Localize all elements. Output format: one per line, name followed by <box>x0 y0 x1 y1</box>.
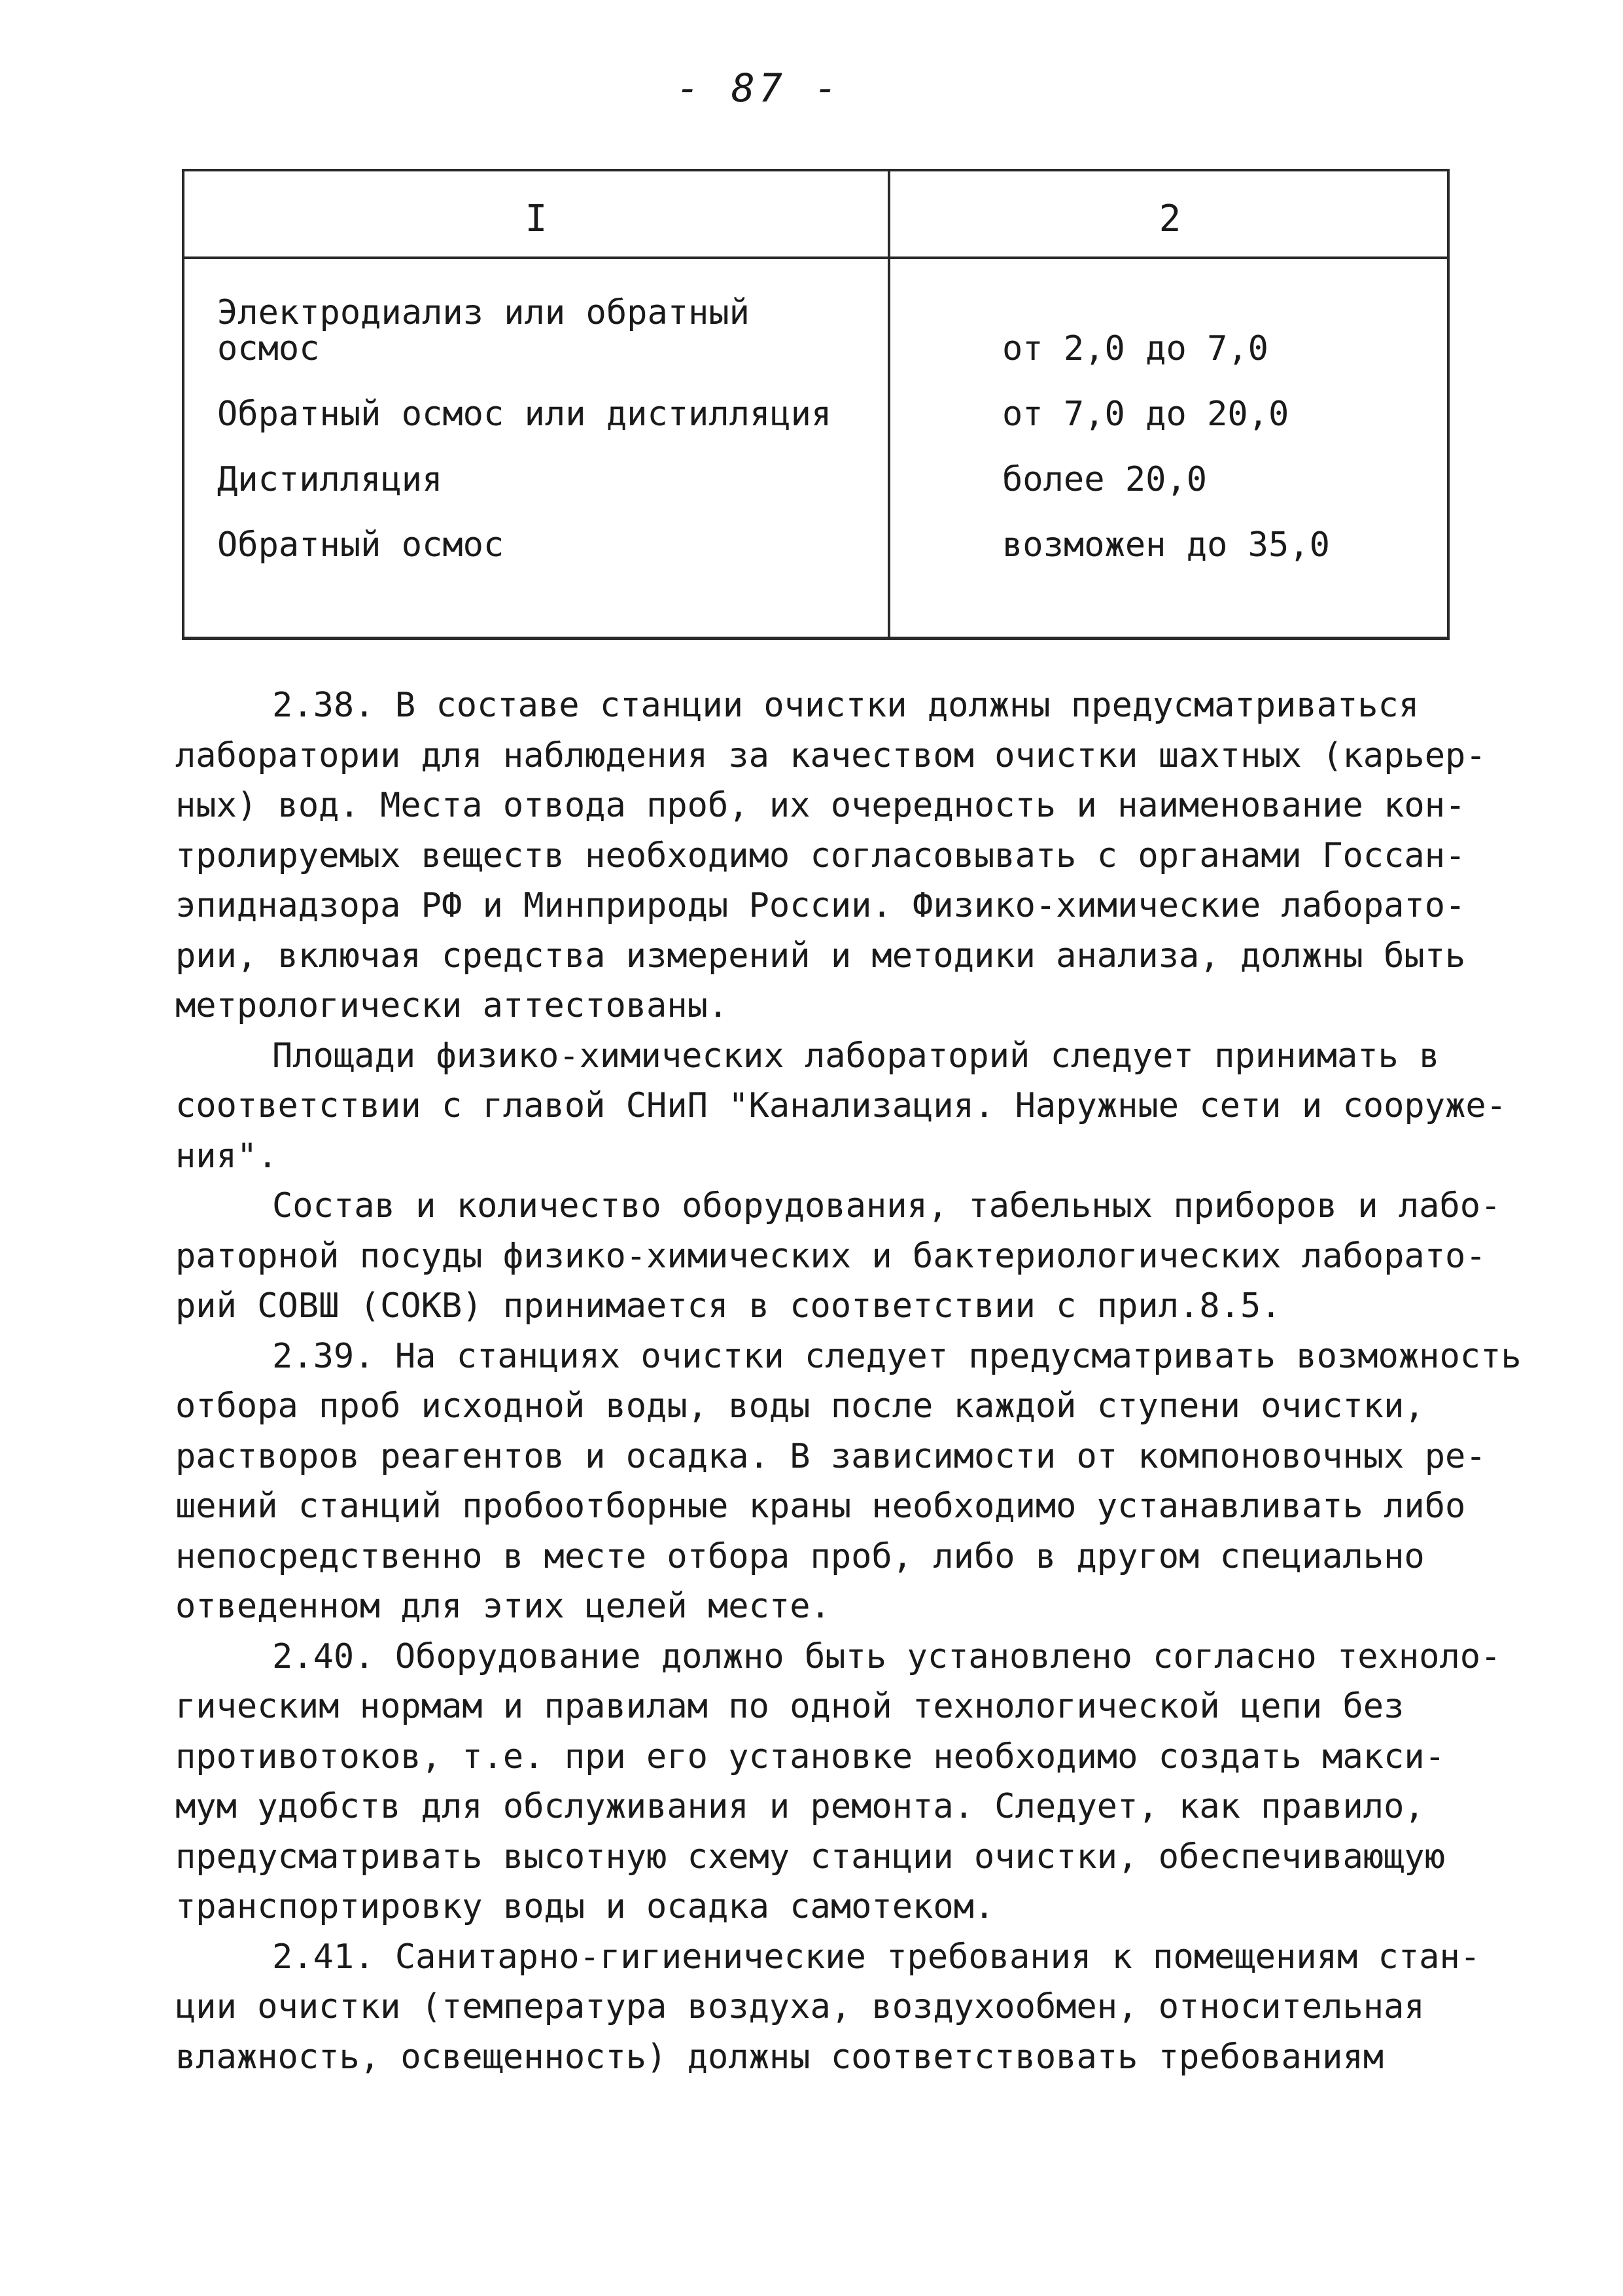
paragraph-line: растворов реагентов и осадка. В зависимости от компоновочных ре- <box>175 1436 1486 1476</box>
paragraph-line: отбора проб исходной воды, воды после каждой ступени очистки, <box>175 1386 1425 1426</box>
methods-table <box>182 169 1450 640</box>
table-header-col-1: I <box>525 198 548 240</box>
paragraph-line: тролируемых веществ необходимо согласовывать с органами Госсан- <box>175 836 1466 875</box>
paragraph-line: ных) вод. Места отвода проб, их очередность и наименование кон- <box>175 786 1466 825</box>
paragraph-line: шений станций пробоотборные краны необходимо устанавливать либо <box>175 1487 1466 1526</box>
paragraph-line: транспортировку воды и осадка самотеком. <box>175 1887 995 1926</box>
paragraph-line: рии, включая средства измерений и методики анализа, должны быть <box>175 936 1466 976</box>
table-cell-method: осмос <box>217 329 320 368</box>
paragraph-line: предусматривать высотную схему станции очистки, обеспечивающую <box>175 1837 1446 1877</box>
table-header-col-2: 2 <box>1159 198 1181 240</box>
table-cell-method: Электродиализ или обратный <box>217 293 750 332</box>
table-header-divider <box>184 256 1447 259</box>
paragraph-line: метрологически аттестованы. <box>175 986 729 1025</box>
paragraph-line: соответствии с главой СНиП "Канализация. Наружные сети и сооруже- <box>175 1086 1507 1125</box>
paragraph-line: влажность, освещенность) должны соответствовать требованиям <box>175 2037 1384 2077</box>
table-cell-method: Дистилляция <box>217 460 443 499</box>
paragraph-line: Площади физико-химических лабораторий следует принимать в <box>272 1036 1440 1076</box>
paragraph-line: непосредственно в месте отбора проб, либо в другом специально <box>175 1536 1425 1576</box>
paragraph-line: рий СОВШ (СОКВ) принимается в соответствии с прил.8.5. <box>175 1286 1282 1326</box>
page-number: - 87 - <box>676 65 842 111</box>
table-cell-value: от 7,0 до 20,0 <box>1002 395 1289 434</box>
paragraph-line: 2.41. Санитарно-гигиенические требования к помещениям стан- <box>272 1937 1481 1977</box>
table-cell-method: Обратный осмос или дистилляция <box>217 395 832 434</box>
paragraph-line: противотоков, т.е. при его установке необходимо создать макси- <box>175 1737 1446 1776</box>
paragraph-line: ния". <box>175 1136 278 1176</box>
paragraph-line: лаборатории для наблюдения за качеством очистки шахтных (карьер- <box>175 735 1486 775</box>
table-column-divider <box>888 171 890 637</box>
paragraph-line: 2.40. Оборудование должно быть установлено согласно техноло- <box>272 1636 1501 1676</box>
table-cell-value: возможен до 35,0 <box>1002 525 1330 565</box>
paragraph-line: ции очистки (температура воздуха, воздухообмен, относительная <box>175 1987 1425 2026</box>
paragraph-line: 2.38. В составе станции очистки должны предусматриваться <box>272 686 1420 725</box>
paragraph-line: отведенном для этих целей месте. <box>175 1587 831 1626</box>
table-cell-value: более 20,0 <box>1002 460 1208 499</box>
paragraph-line: раторной посуды физико-химических и бактериологических лаборато- <box>175 1236 1486 1276</box>
table-cell-value: от 2,0 до 7,0 <box>1002 329 1268 368</box>
paragraph-line: мум удобств для обслуживания и ремонта. Следует, как правило, <box>175 1787 1425 1826</box>
table-cell-method: Обратный осмос <box>217 525 504 565</box>
paragraph-line: Состав и количество оборудования, табельных приборов и лабо- <box>272 1186 1501 1226</box>
paragraph-line: гическим нормам и правилам по одной технологической цепи без <box>175 1687 1405 1726</box>
paragraph-line: эпиднадзора РФ и Минприроды России. Физико-химические лаборато- <box>175 886 1466 925</box>
paragraph-line: 2.39. На станциях очистки следует предусматривать возможность <box>272 1336 1522 1376</box>
body-text <box>175 680 1522 2082</box>
